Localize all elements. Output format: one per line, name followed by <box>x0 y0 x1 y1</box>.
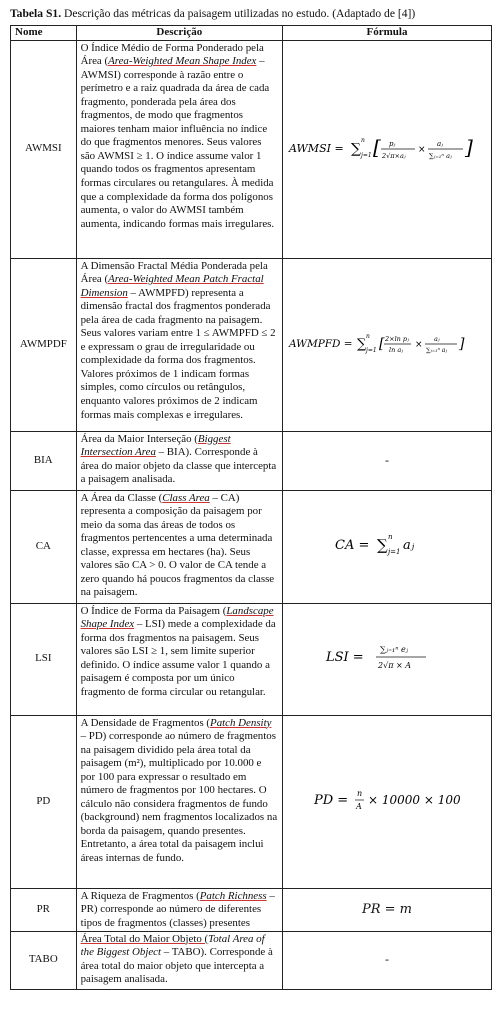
svg-text:∑ⱼ₌₁ⁿ aⱼ: ∑ⱼ₌₁ⁿ aⱼ <box>429 152 452 161</box>
caption-label: Tabela S1. <box>10 7 62 20</box>
desc-text: Área Total do Maior Objeto ( <box>80 932 209 945</box>
formula-lsi <box>322 640 452 674</box>
svg-text:2√π × A: 2√π × A <box>378 661 412 671</box>
svg-text:ln aⱼ: ln aⱼ <box>389 345 403 354</box>
svg-text:AWMPFD =: AWMPFD = <box>289 337 353 350</box>
svg-text:[: [ <box>379 335 385 352</box>
table-row <box>11 715 492 888</box>
table-row <box>11 603 492 715</box>
header-description: Descrição <box>76 26 282 41</box>
row-formula <box>283 715 492 888</box>
svg-text:AWMSI =: AWMSI = <box>289 142 344 156</box>
svg-text:pⱼ: pⱼ <box>389 140 396 149</box>
desc-term: Landscape Shape Index <box>80 604 274 631</box>
row-description <box>76 603 282 715</box>
row-description <box>76 931 282 989</box>
svg-text:aⱼ: aⱼ <box>434 334 440 343</box>
svg-text:j=1: j=1 <box>388 547 401 556</box>
formula-text: PR = m <box>361 901 413 917</box>
desc-text: – PD) corresponde ao número de fragmentos na paisagem dividido pela área total da paisagem (m²), multiplicado por 10.000 e por 100 para expressar o resultado em número de fragmentos por 100 hectares. O cálculo não considera fragmentos de fundo (background) nem fragmentos localizados na borda da paisagem, quando presentes. Entretanto, a área total da paisagem inclui áreas internas de fundo. <box>80 730 278 865</box>
row-name: PD <box>11 715 77 888</box>
row-description <box>76 258 282 431</box>
desc-term: Class Area <box>162 491 210 504</box>
table-row <box>11 258 492 431</box>
formula-text: - <box>385 952 389 967</box>
desc-text: – TABO). Corresponde à área total do maior objeto que intercepta a paisagem analisada. <box>80 946 273 986</box>
desc-text: A Riqueza de Fragmentos ( <box>80 889 200 902</box>
row-name: AWMPDF <box>11 258 77 431</box>
formula-ca <box>327 530 447 560</box>
svg-text:2√π×aⱼ: 2√π×aⱼ <box>382 152 406 161</box>
desc-term: Area-Weighted Mean Patch Fractal Dimension <box>80 273 264 299</box>
svg-text:n: n <box>388 532 393 541</box>
row-description <box>76 40 282 258</box>
row-formula <box>283 931 492 989</box>
table-row <box>11 490 492 603</box>
svg-text:n: n <box>357 788 363 798</box>
desc-text: – CA) representa a composição da paisagem por meio da soma das áreas de todos os fragmentos pertencentes a uma determinada classe, expressa em hectares (ha). Seus valores são CA > 0. O valor de CA tende a zero quando há poucos fragmentos da classe na paisagem. <box>80 491 275 599</box>
header-name: Nome <box>11 26 77 41</box>
desc-text: A Dimensão Fractal Média Ponderada pela Área ( <box>80 259 268 286</box>
svg-text:× 10000 × 100: × 10000 × 100 <box>368 792 461 807</box>
row-formula <box>283 258 492 431</box>
desc-text: Área da Maior Interseção ( <box>80 432 198 445</box>
header-formula: Fórmula <box>283 26 492 41</box>
row-name: CA <box>11 490 77 603</box>
table-header-row <box>11 26 492 41</box>
desc-text: – AWMSI) corresponde à razão entre o perímetro e a raiz quadrada da área de cada fragmento, ponderada pela área dos fragmentos, de modo que fragmentos maiores tenham maior influência no índice do que fragmentos menores. Seus valores são AWMSI ≥ 1. O índice assume valor 1 quando todos os fragmentos apresentam formas circulares ou retangulares. À medida que a complexidade da forma dos polígonos aumenta, o valor do AWMSI também aumenta, indicando formas mais irregulares. <box>80 55 275 230</box>
svg-text:∑ⱼ₌₁ⁿ eⱼ: ∑ⱼ₌₁ⁿ eⱼ <box>380 645 408 655</box>
desc-text: – BIA). Corresponde à área do maior objeto da classe que intercepta a paisagem analisada. <box>80 446 277 486</box>
row-formula <box>283 603 492 715</box>
svg-text:×: × <box>418 145 426 156</box>
table-row <box>11 888 492 931</box>
desc-text: A Área da Classe ( <box>80 491 163 504</box>
desc-text: – PR) corresponde ao número de diferentes tipos de fragmentos (classes) presentes <box>80 889 275 929</box>
formula-awmpfd <box>287 323 487 363</box>
table-caption <box>10 7 415 20</box>
row-formula <box>283 888 492 931</box>
formula-text: - <box>385 452 389 467</box>
row-name: LSI <box>11 603 77 715</box>
formula-awmsi <box>287 127 487 167</box>
svg-text:2×ln pⱼ: 2×ln pⱼ <box>385 334 409 343</box>
row-name: BIA <box>11 431 77 490</box>
row-formula <box>283 490 492 603</box>
row-description <box>76 715 282 888</box>
row-formula <box>283 40 492 258</box>
svg-text:]: ] <box>465 135 473 160</box>
svg-text:n: n <box>366 332 370 340</box>
desc-term: Total Area of the Biggest Object <box>80 932 265 959</box>
svg-text:∑ⱼ₌₁ⁿ aⱼ: ∑ⱼ₌₁ⁿ aⱼ <box>426 346 447 354</box>
desc-text: O Índice Médio de Forma Ponderado pela Área ( <box>80 41 264 68</box>
desc-text: O Índice de Forma da Paisagem ( <box>80 604 227 617</box>
svg-text:aⱼ: aⱼ <box>437 140 444 149</box>
caption-text: Descrição das métricas da paisagem utilizadas no estudo. (Adaptado de [4]) <box>61 7 416 20</box>
svg-text:j=1: j=1 <box>361 152 372 160</box>
desc-text: A Densidade de Fragmentos ( <box>80 716 211 729</box>
row-name: AWMSI <box>11 40 77 258</box>
row-name: TABO <box>11 931 77 989</box>
svg-text:CA =: CA = <box>335 537 370 553</box>
svg-text:[: [ <box>373 135 381 160</box>
svg-text:×: × <box>415 339 423 350</box>
svg-text:∑: ∑ <box>351 141 361 158</box>
metrics-table <box>10 25 492 990</box>
desc-term: Patch Density <box>210 716 272 729</box>
row-description <box>76 431 282 490</box>
svg-text:∑: ∑ <box>377 535 388 554</box>
table-row <box>11 431 492 490</box>
svg-text:A: A <box>356 801 362 811</box>
svg-text:j=1: j=1 <box>366 346 377 354</box>
svg-text:]: ] <box>459 335 465 352</box>
desc-term: Patch Richness <box>199 889 267 902</box>
svg-text:aⱼ: aⱼ <box>403 537 415 553</box>
formula-pd <box>312 785 462 815</box>
row-formula <box>283 431 492 490</box>
row-description <box>76 888 282 931</box>
desc-term: Area-Weighted Mean Shape Index <box>108 55 257 68</box>
desc-text: – AWMPFD) representa a dimensão fractal dos fragmentos ponderada pela área de cada fragmento na paisagem. Seus valores variam entre 1 ≤ AWMPFD ≤ 2 e expressam o grau de irregularidade ou complexidade da forma dos fragmentos. Valores próximos de 1 indicam formas simples, como círculos ou retângulos, enquanto valores próximos de 2 indicam formas mais complexas e irregulares. <box>80 286 276 421</box>
table-row <box>11 40 492 258</box>
svg-text:PD =: PD = <box>314 792 349 808</box>
desc-text: – LSI) mede a complexidade da forma dos fragmentos na paisagem. Seus valores são LSI ≥ 1, sem limite superior definido. O índice assume valor 1 quando a paisagem é composta por um único fragmento de forma circular ou retangular. <box>80 618 276 698</box>
svg-text:n: n <box>361 137 365 145</box>
row-name: PR <box>11 888 77 931</box>
row-description <box>76 490 282 603</box>
svg-text:LSI =: LSI = <box>326 650 364 666</box>
svg-text:∑: ∑ <box>357 336 367 352</box>
table-row <box>11 931 492 989</box>
desc-term: Biggest Intersection Area <box>80 432 231 459</box>
